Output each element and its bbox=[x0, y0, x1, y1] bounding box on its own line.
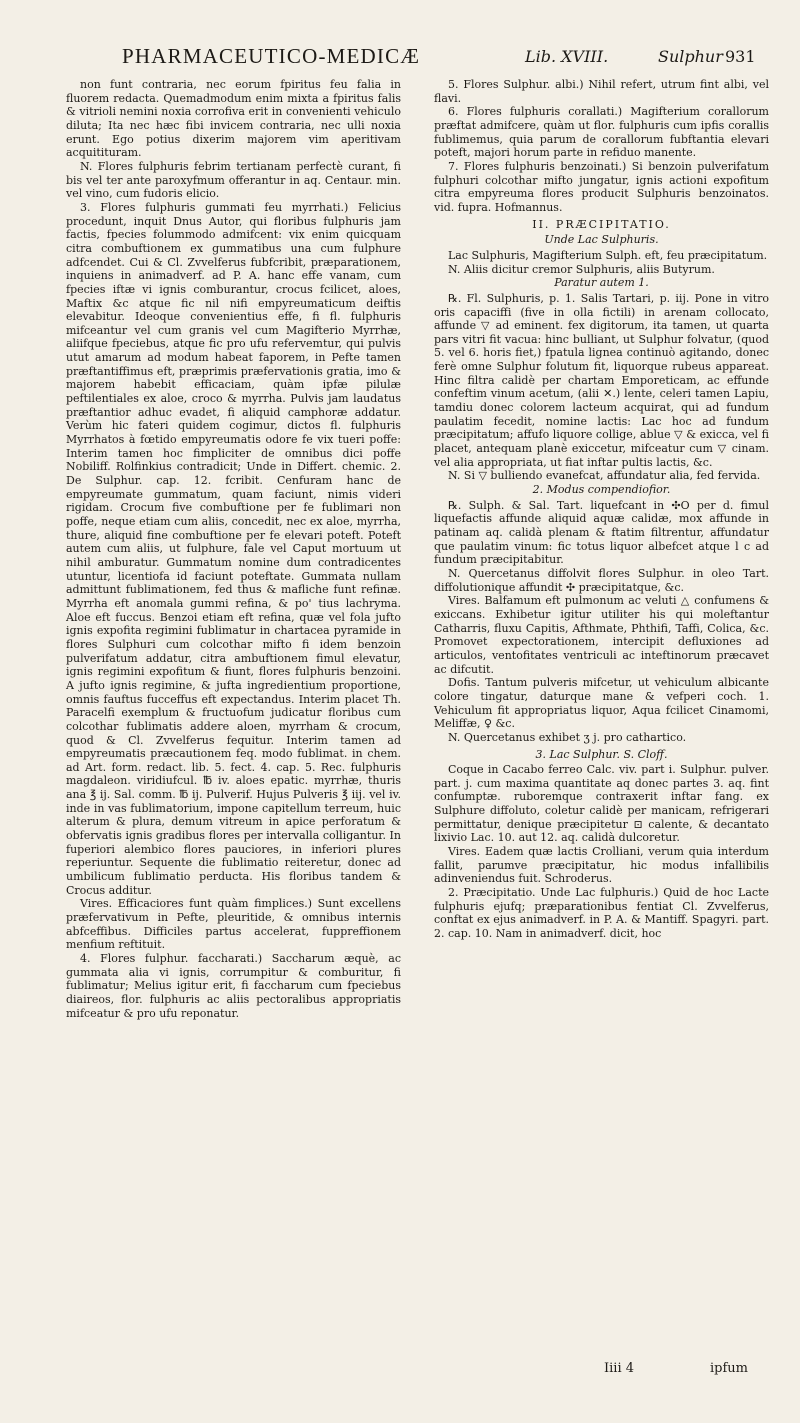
paragraph: 7. Flores fulphuris benzoinati.) Si benzoin pulverifatum fulphuri colcothar mifto jungatur, ignis actioni expofitum citra empyreuma flores producit Sulphuris benzoinatos. vid. fupra. Hofmannus. bbox=[434, 159, 769, 214]
page-number: 931 bbox=[725, 47, 756, 66]
paragraph: N. Aliis dicitur cremor Sulphuris, aliis Butyrum. bbox=[448, 262, 715, 276]
paragraph: N. Si ▽ bulliendo evanefcat, affundatur alia, fed fervida. bbox=[448, 469, 761, 483]
left-column bbox=[66, 78, 401, 1020]
paragraph: 2. Præcipitatio. Unde Lac fulphuris.) Quid de hoc Lacte fulphuris ejufq; præparationibus fentiat Cl. Zvvelferus, conftat ex ejus animadverf. in P. A. & Mantiff. Spagyri. part. 2. cap. 10. Nam in animadverf. dicit, hoc bbox=[434, 886, 769, 941]
paragraph: 5. Flores Sulphur. albi.) Nihil refert, utrum fint albi, vel flavi. bbox=[434, 78, 769, 105]
section-heading: II. PRÆCIPITATIO. bbox=[532, 217, 671, 231]
paragraph: Vires. Efficaciores funt quàm fimplices.) Sunt excellens præfervativum in Pefte, pleuritide, & omnibus internis abfceffibus. Difficiles partus accelerat, fuppreffionem menfium reftituit. bbox=[66, 897, 401, 952]
running-header bbox=[70, 42, 770, 70]
section-heading: 3. Lac Sulphur. S. Cloff. bbox=[535, 747, 668, 761]
paragraph: Dofis. Tantum pulveris mifcetur, ut vehiculum albicante colore tingatur, daturque mane & vefperi coch. 1. Vehiculum fit appropriatus liquor, Aqua fcilicet Cinamomi, Meliffæ, ♀ &c. bbox=[434, 676, 769, 731]
catchword: ipfum bbox=[710, 1361, 748, 1376]
right-column bbox=[434, 78, 769, 941]
paragraph: ℞. Fl. Sulphuris, p. 1. Salis Tartari, p. iij. Pone in vitro oris capaciffi (five in olla fictili) in arenam collocato, affunde ▽ ad eminent. fex digitorum, ita tamen, ut quarta pars vitri fit vacua: hinc bulliant, ut Sulphur folvatur, (quod 5. vel 6. horis fiet,) fpatula lignea continuò agitando, donec ferè omne Sulphur folutum fit, liquorque rubeus appareat. Hinc filtra calidè per chartam Emporeticam, ac effunde confeftim vinum acetum, (alii ✕.) lente, celeri tamen Lapiu, tamdiu donec colorem lacteum acquirat, qui ad fundum paulatim fecedit, nomine lactis: Lac hoc ad fundum præcipitatum; affufo liquore collige, ablue ▽ & exicca, vel fi placet, antequam planè exiccetur, mifceatur cum ▽ cinam. vel alia appropriata, ut fiat inftar pultis lactis, &c. bbox=[434, 291, 769, 469]
paragraph: N. Quercetanus diffolvit flores Sulphur. in oleo Tart. diffolutionique affundit ✣ præcipitatque, &c. bbox=[434, 566, 769, 594]
paragraph: Vires. Balfamum eft pulmonum ac veluti △ confumens & exiccans. Exhibetur igitur utiliter his qui moleftantur Catharris, fluxu Capitis, Afthmate, Phthifi, Taffi, Colica, &c. Promovet expectorationem, intercipit defluxiones ad articulos, ventofitates ventriculi ac inteftinorum præcavet ac difcutit. bbox=[434, 594, 769, 676]
paragraph: Lac Sulphuris, Magifterium Sulph. eft, feu præcipitatum. bbox=[448, 248, 768, 262]
paragraph: 4. Flores fulphur. faccharati.) Saccharum æquè, ac gummata alia vi ignis, corrumpitur & comburitur, fi fublimatur; Melius igitur erit, fi faccharum cum fpeciebus diaireos, flor. fulphuris ac aliis pectoralibus appropriatis mifceatur & pro ufu reponatur. bbox=[66, 952, 401, 1020]
paragraph: ℞. Sulph. & Sal. Tart. liquefcant in ✣O per d. fimul liquefactis affunde aliquid aquæ calidæ, mox affunde in patinam aq. calidà plenam & ftatim filtrentur, affundatur que paulatim vinum: fic totus liquor albefcet atque l c ad fundum præcipitabitur. bbox=[434, 498, 769, 567]
paragraph: 3. Flores fulphuris gummati feu myrrhati.) Felicius procedunt, inquit Dnus Autor, qui floribus fulphuris jam factis, fpecies folummodo admifcent: vix enim quicquam citra combuftionem ex gummatibus una cum fulphure adfcendet. Cui & Cl. Zvvelferus fubfcribit, præparationem, inquiens in animadverf. ad P. A. hanc effe vanam, cum fpecies iftæ vi ignis comburantur, crocus fcilicet, aloes, Maftix &c atque fic nil nifi empyreumaticum deiftis elevabitur. Ideoque convenientius effe, fi fl. fulphuris mifceantur vel cum granis vel cum Magifterio Myrrhæ, aliifque fpeciebus, atque fic pro ufu refervemtur, qui pulvis utut amarum ad modum habeat faporem, in Pefte tamen præftantiffimus eft, præprimis præfervationis gratia, imo & majorem habebit efficaciam, quàm ipfæ pilulæ peftilentiales ex aloe, croco & myrrha. Pulvis jam laudatus præftantior adhuc evadet, fi aliquid camphoræ addatur. Verùm hic fateri quidem cogimur, dictos fl. fulphuris Myrrhatos à fœtido empyreumatis odore fe vix tueri poffe: Interim tamen hoc fimpliciter de omnibus dici poffe Nobiliff. Rolfinkius contradicit; Unde in Differt. chemic. 2. De Sulphur. cap. 12. fcribit. Cenfuram hanc de empyreumate gummatum, quam faciunt, nimis videri rigidam. Crocum five combuftione per fe fublimari non poffe, neque etiam cum aliis, concedit, nec ex aloe, myrrha, thure, aliquid fine combuftione per fe elevari poteft. Poteft autem cum aliis, ut fulphure, fale vel Caput mortuum ut nihil amburatur. Gummatum nomine dum contradicentes utuntur, licentiofa id faciunt poteftate. Gummata nullam admittunt fublimationem, fed thus & mafliche funt refinæ. Myrrha eft anomala gummi refina, & po' tius lachryma. Aloe eft fuccus. Benzoi etiam eft refina, quæ vel fola jufto ignis expofita regimini fublimatur in chartacea pyramide in flores Sulphuri cum colcothar mifto fi idem benzoin pulverifatum addatur, citra ambuftionem fimul elevatur, ignis regimini expofitum & fiunt, flores fulphuris benzoini. A jufto ignis regimine, & jufta ingredientium proportione, omnis fauftus fucceffus eft expectandus. Interim placet Th. Paracelfi exemplum & fructuofum judicatur floribus cum colcothar fublimatis addere aloen, myrrham & crocum, quod & Cl. Zvvelferus fequitur. Interim tamen ad empyreumatis præcautionem feq. modo fublimat. in chem. ad Art. form. redact. lib. 5. fect. 4. cap. 5. Rec. fulphuris magdaleon. viridiufcul. ℔ iv. aloes epatic. myrrhæ, thuris ana ℥ ij. Sal. comm. ℔ ij. Pulverif. Hujus Pulveris ℥ iij. vel iv. inde in vas fublimatorium, impone capitellum terreum, huic alterum & plura, demum vitreum in apice perforatum & obfervatis ignis gradibus flores per intervalla colligantur. In fuperiori alembico flores pauciores, in inferiori plures reperiuntur. Sequente die fublimatio reiteretur, donec ad umbilicum fublimatio perducta. His floribus tandem & Crocus additur. bbox=[66, 200, 401, 897]
page-footer bbox=[520, 1361, 770, 1377]
paragraph: N. Quercetanus exhibet ʒ j. pro cathartico. bbox=[448, 730, 687, 744]
section-subheading: Unde Lac Sulphuris. bbox=[544, 233, 659, 247]
paragraph: non funt contraria, nec eorum fpiritus feu falia in fluorem redacta. Quemadmodum enim mixta a fpiritus falis & vitrioli nemini noxia corrofiva erit in convenienti vehiculo diluta; Ita nec hæc fibi invicem contraria, nec ulli noxia erunt. Ego potius dixerim majorem vim aperitivam acquitituram. bbox=[66, 78, 401, 160]
paragraph: 6. Flores fulphuris corallati.) Magifterium corallorum præftat admifcere, quàm ut flor. fulphuris cum ipfis corallis fublimemus, quia parum de corallorum fubftantia elevari poteft, majori horum parte in refiduo manente. bbox=[434, 105, 769, 160]
running-subject: Sulphur bbox=[658, 47, 723, 66]
running-title: PHARMACEUTICO-MEDICÆ bbox=[122, 44, 421, 68]
book-number: Lib. XVIII. bbox=[525, 47, 609, 66]
paragraph: Vires. Eadem quæ lactis Crolliani, verum quia interdum fallit, parumve præcipitatur, hic modus infallibilis adinveniendus fuit. Schroderus. bbox=[434, 845, 769, 886]
section-subheading: 2. Modus compendiofior. bbox=[532, 483, 671, 497]
signature-mark: Iiii 4 bbox=[604, 1361, 635, 1376]
section-subheading: Paratur autem 1. bbox=[554, 276, 649, 290]
paragraph: N. Flores fulphuris febrim tertianam perfectè curant, fi bis vel ter ante paroxyfmum offerantur in aq. Centaur. min. vel vino, cum fudoris elicio. bbox=[66, 159, 401, 201]
paragraph: Coque in Cacabo ferreo Calc. viv. part i. Sulphur. pulver. part. j. cum maxima quantitate aq donec partes 3. aq. fint confumptæ. ruboremque contraxerit inftar fang. ex Sulphure diffoluto, coletur calidè per manicam, refrigerari permittatur, denique præcipitetur ⊡ calente, & decantato lixivio Lac. 10. aut 12. aq. calidà dulcoretur. bbox=[434, 763, 769, 845]
